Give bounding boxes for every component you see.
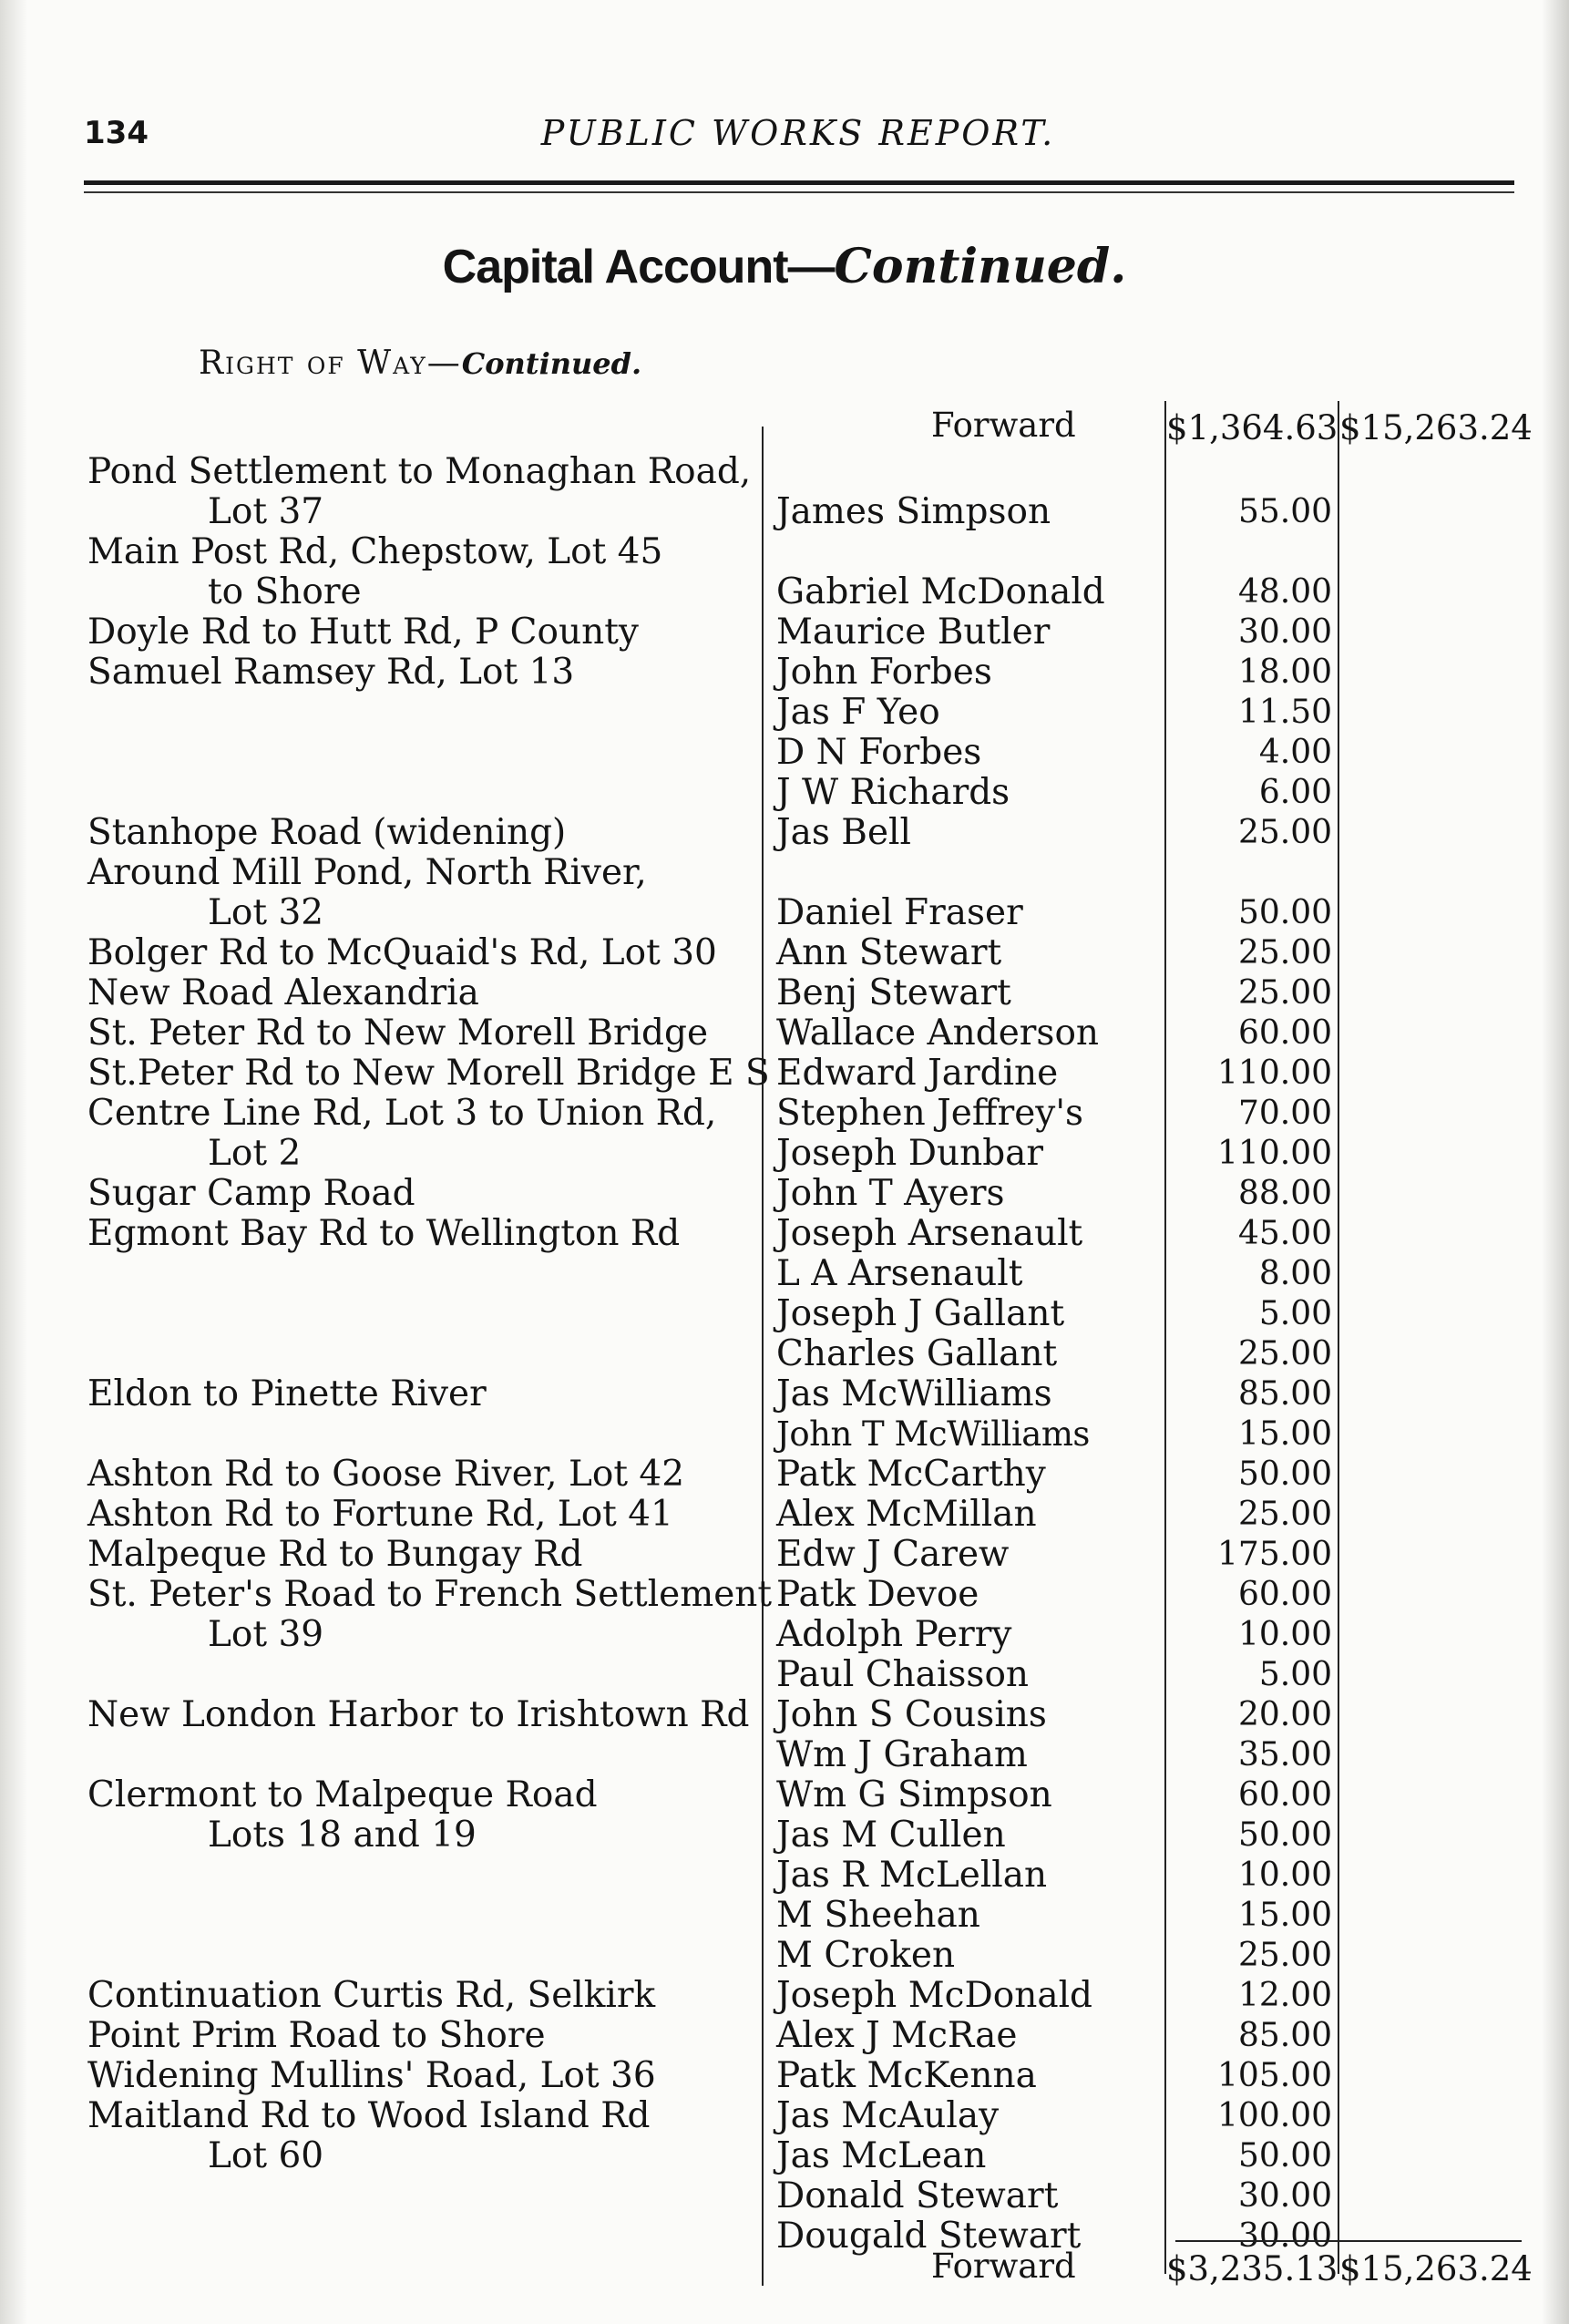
payment-amount: 25.00 xyxy=(1237,1496,1332,1533)
road-description: Lot 2 xyxy=(208,1133,302,1174)
road-description: Malpeque Rd to Bungay Rd xyxy=(87,1534,583,1575)
payment-amount: 5.00 xyxy=(1258,1656,1332,1693)
road-description: Main Post Rd, Chepstow, Lot 45 xyxy=(87,531,663,572)
payee-name: Ann Stewart xyxy=(776,932,1002,973)
road-description: Clermont to Malpeque Road xyxy=(87,1774,598,1815)
payee-name: John T McWilliams xyxy=(776,1414,1090,1454)
road-description: Samuel Ramsey Rd, Lot 13 xyxy=(87,652,575,693)
payee-name: Jas McWilliams xyxy=(776,1373,1052,1414)
payment-amount: 25.00 xyxy=(1237,1335,1332,1373)
forward-amount-bottom-1: $3,235.13 xyxy=(1166,2249,1338,2288)
payment-amount: 5.00 xyxy=(1258,1295,1332,1332)
road-description: St.Peter Rd to New Morell Bridge E S xyxy=(87,1053,770,1094)
road-description: Maitland Rd to Wood Island Rd xyxy=(87,2095,651,2136)
road-description: Lot 39 xyxy=(208,1614,324,1655)
payee-name: J W Richards xyxy=(776,772,1010,813)
running-title: PUBLIC WORKS REPORT. xyxy=(540,113,1056,153)
section-title-main: Capital Account— xyxy=(442,241,835,293)
payee-name: L A Arsenault xyxy=(776,1253,1023,1294)
payment-amount: 10.00 xyxy=(1237,1856,1332,1894)
payment-amount: 50.00 xyxy=(1237,2137,1332,2175)
payment-amount: 8.00 xyxy=(1258,1255,1332,1292)
column-divider xyxy=(762,427,764,2286)
payment-amount: 105.00 xyxy=(1217,2057,1332,2094)
payment-amount: 55.00 xyxy=(1237,493,1332,530)
payee-name: Alex J McRae xyxy=(776,2015,1018,2056)
payment-amount: 175.00 xyxy=(1217,1536,1332,1573)
road-description: Lot 37 xyxy=(208,491,324,532)
payee-name: Jas R McLellan xyxy=(776,1855,1048,1896)
payment-amount: 25.00 xyxy=(1237,1937,1332,1974)
payee-name: M Croken xyxy=(776,1935,956,1976)
payee-name: Joseph Arsenault xyxy=(776,1213,1083,1254)
payee-name: John T Ayers xyxy=(776,1173,1005,1214)
forward-label-top: Forward xyxy=(931,406,1076,445)
road-description: Lot 32 xyxy=(208,892,324,933)
payment-amount: 50.00 xyxy=(1237,1816,1332,1854)
payment-amount: 20.00 xyxy=(1237,1696,1332,1733)
payee-name: Benj Stewart xyxy=(776,972,1011,1013)
payee-name: Jas McAulay xyxy=(776,2095,1000,2136)
payee-name: Jas McLean xyxy=(776,2135,987,2176)
road-description: Egmont Bay Rd to Wellington Rd xyxy=(87,1213,681,1254)
road-description: Eldon to Pinette River xyxy=(87,1373,487,1414)
road-description: Point Prim Road to Shore xyxy=(87,2015,546,2056)
section-title xyxy=(0,239,1569,294)
payee-name: Stephen Jeffrey's xyxy=(776,1093,1084,1134)
payee-name: Adolph Perry xyxy=(776,1614,1012,1655)
payment-amount: 25.00 xyxy=(1237,934,1332,972)
payment-amount: 30.00 xyxy=(1237,613,1332,651)
payee-name: Alex McMillan xyxy=(776,1494,1037,1535)
payment-amount: 110.00 xyxy=(1217,1054,1332,1092)
payment-amount: 4.00 xyxy=(1258,734,1332,771)
road-description: Stanhope Road (widening) xyxy=(87,812,567,853)
payee-name: Edw J Carew xyxy=(776,1534,1010,1575)
payee-name: Jas F Yeo xyxy=(776,692,940,733)
payment-amount: 60.00 xyxy=(1237,1014,1332,1052)
payment-amount: 30.00 xyxy=(1237,2177,1332,2215)
subsection-heading-continued: Continued. xyxy=(461,346,642,381)
payee-name: Donald Stewart xyxy=(776,2175,1059,2216)
payee-name: Wallace Anderson xyxy=(776,1013,1100,1054)
road-description: Ashton Rd to Goose River, Lot 42 xyxy=(87,1454,685,1495)
payment-amount: 48.00 xyxy=(1237,573,1332,611)
road-description: Lots 18 and 19 xyxy=(208,1815,477,1856)
page-header xyxy=(84,109,1513,164)
road-description: Widening Mullins' Road, Lot 36 xyxy=(87,2055,656,2096)
payment-amount: 110.00 xyxy=(1217,1135,1332,1172)
header-rule-thin xyxy=(84,191,1514,193)
payee-name: John S Cousins xyxy=(776,1694,1047,1735)
payment-amount: 25.00 xyxy=(1237,814,1332,851)
payee-name: Patk McCarthy xyxy=(776,1454,1046,1495)
payee-name: Patk McKenna xyxy=(776,2055,1037,2096)
road-description: St. Peter's Road to French Settlement xyxy=(87,1574,773,1615)
road-description: Centre Line Rd, Lot 3 to Union Rd, xyxy=(87,1093,717,1134)
payment-amount: 60.00 xyxy=(1237,1576,1332,1613)
payment-amount: 50.00 xyxy=(1237,894,1332,931)
subsection-heading xyxy=(199,344,641,382)
total-rule xyxy=(1175,2240,1522,2242)
payee-name: Paul Chaisson xyxy=(776,1654,1030,1695)
forward-amount-bottom-2: $15,263.24 xyxy=(1339,2249,1533,2288)
road-description: Sugar Camp Road xyxy=(87,1173,415,1214)
payee-name: Edward Jardine xyxy=(776,1053,1059,1094)
forward-label-bottom: Forward xyxy=(931,2247,1076,2286)
payment-amount: 25.00 xyxy=(1237,974,1332,1012)
payee-name: Wm J Graham xyxy=(776,1734,1028,1775)
road-description: New Road Alexandria xyxy=(87,972,479,1013)
payee-name: Dougald Stewart xyxy=(776,2216,1082,2257)
scan-edge-right xyxy=(1542,0,1569,2324)
payee-name: D N Forbes xyxy=(776,732,982,773)
road-description: Pond Settlement to Monaghan Road, xyxy=(87,451,752,492)
section-title-continued: Continued. xyxy=(834,239,1127,294)
payment-amount: 18.00 xyxy=(1237,653,1332,691)
subsection-heading-main: Right of Way— xyxy=(199,344,462,382)
road-description: Around Mill Pond, North River, xyxy=(87,852,647,893)
payment-amount: 12.00 xyxy=(1237,1977,1332,2014)
payment-amount: 85.00 xyxy=(1237,1375,1332,1413)
payment-amount: 45.00 xyxy=(1237,1215,1332,1252)
road-description: New London Harbor to Irishtown Rd xyxy=(87,1694,750,1735)
payment-amount: 88.00 xyxy=(1237,1175,1332,1212)
payment-amount: 100.00 xyxy=(1217,2097,1332,2134)
payment-amount: 30.00 xyxy=(1237,2217,1332,2255)
amount-column-rule-2 xyxy=(1338,401,1339,2274)
payee-name: Joseph McDonald xyxy=(776,1975,1093,2016)
payment-amount: 6.00 xyxy=(1258,774,1332,811)
payment-amount: 35.00 xyxy=(1237,1736,1332,1774)
payment-amount: 50.00 xyxy=(1237,1455,1332,1493)
payee-name: Jas Bell xyxy=(776,812,911,853)
payee-name: Daniel Fraser xyxy=(776,892,1023,933)
payee-name: Patk Devoe xyxy=(776,1574,979,1615)
road-description: Lot 60 xyxy=(208,2135,324,2176)
payee-name: M Sheehan xyxy=(776,1895,980,1936)
payee-name: Wm G Simpson xyxy=(776,1774,1052,1815)
payee-name: John Forbes xyxy=(776,652,992,693)
payment-amount: 10.00 xyxy=(1237,1616,1332,1653)
payee-name: James Simpson xyxy=(776,491,1051,532)
payment-amount: 11.50 xyxy=(1237,694,1332,731)
payment-amount: 85.00 xyxy=(1237,2017,1332,2054)
payee-name: Gabriel McDonald xyxy=(776,571,1105,612)
payee-name: Jas M Cullen xyxy=(776,1815,1006,1856)
road-description: Ashton Rd to Fortune Rd, Lot 41 xyxy=(87,1494,673,1535)
amount-column-rule-1 xyxy=(1164,401,1166,2274)
road-description: St. Peter Rd to New Morell Bridge xyxy=(87,1013,709,1054)
road-description: Doyle Rd to Hutt Rd, P County xyxy=(87,612,639,653)
road-description: Continuation Curtis Rd, Selkirk xyxy=(87,1975,656,2016)
payment-amount: 60.00 xyxy=(1237,1776,1332,1814)
payment-amount: 70.00 xyxy=(1237,1095,1332,1132)
payment-amount: 15.00 xyxy=(1237,1897,1332,1934)
payee-name: Joseph J Gallant xyxy=(776,1293,1065,1334)
payee-name: Maurice Butler xyxy=(776,612,1051,653)
road-description: Bolger Rd to McQuaid's Rd, Lot 30 xyxy=(87,932,717,973)
road-description: to Shore xyxy=(208,571,362,612)
payee-name: Charles Gallant xyxy=(776,1333,1058,1374)
scan-edge-left xyxy=(0,0,27,2324)
forward-amount-top-2: $15,263.24 xyxy=(1339,408,1533,447)
forward-amount-top-1: $1,364.63 xyxy=(1166,408,1338,447)
page-number: 134 xyxy=(84,115,149,151)
payment-amount: 15.00 xyxy=(1237,1415,1332,1453)
header-rule-thick xyxy=(84,180,1514,185)
payee-name: Joseph Dunbar xyxy=(776,1133,1044,1174)
